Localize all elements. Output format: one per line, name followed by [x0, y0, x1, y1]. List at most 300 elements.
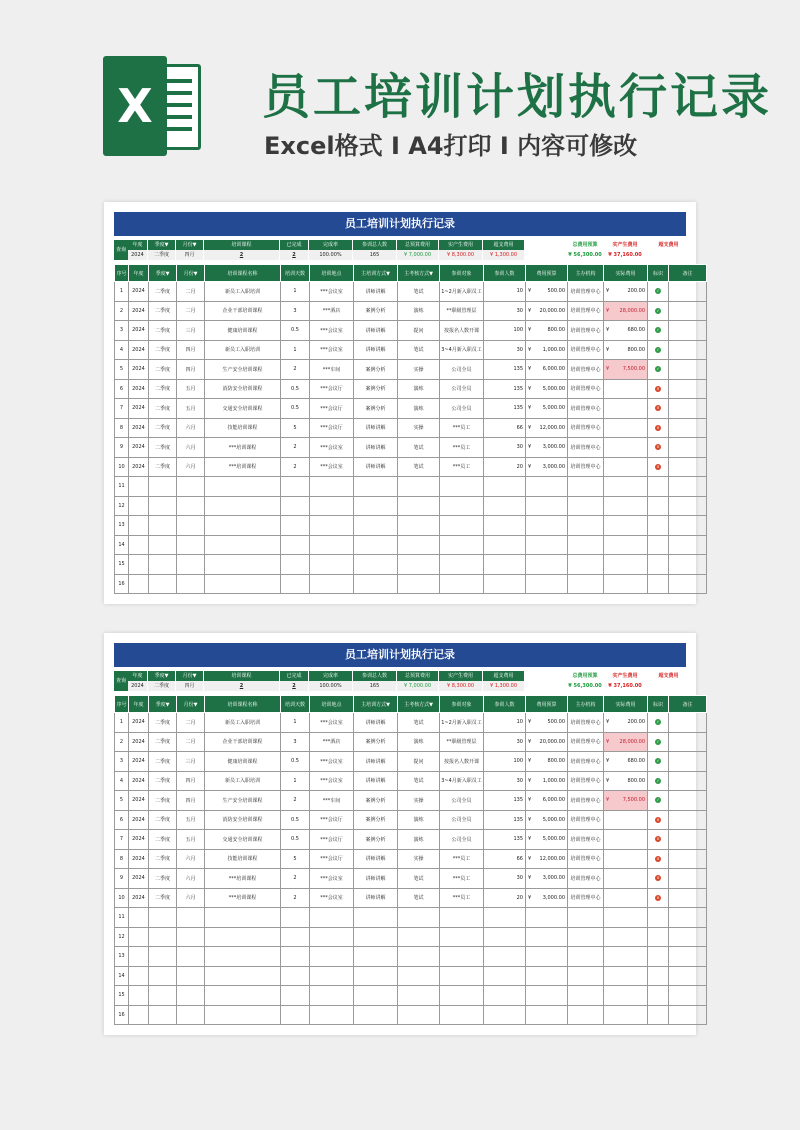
cell-days[interactable]: 2: [281, 791, 310, 811]
cell-note[interactable]: [669, 379, 707, 399]
cell-budget[interactable]: ¥ 800.00: [526, 752, 568, 772]
cell-people[interactable]: 135: [484, 791, 526, 811]
cell-year[interactable]: 2024: [129, 418, 149, 438]
cell-org[interactable]: 培训管理中心: [568, 301, 604, 321]
cell-empty[interactable]: [129, 555, 149, 575]
cell-empty[interactable]: [669, 986, 707, 1006]
cell-empty[interactable]: [281, 908, 310, 928]
cell-exam[interactable]: 笔试: [398, 457, 440, 477]
cell-empty[interactable]: [310, 947, 354, 967]
cell-budget[interactable]: ¥ 12,000.00: [526, 418, 568, 438]
cell-days[interactable]: 3: [281, 301, 310, 321]
cell-no[interactable]: 9: [115, 438, 129, 458]
cell-empty[interactable]: [604, 574, 648, 594]
cell-target[interactable]: **职级管理层: [440, 732, 484, 752]
cell-org[interactable]: 培训管理中心: [568, 282, 604, 302]
cell-org[interactable]: 培训管理中心: [568, 360, 604, 380]
cell-empty[interactable]: [205, 555, 281, 575]
cell-empty[interactable]: [648, 477, 669, 497]
cell-target[interactable]: ***员工: [440, 888, 484, 908]
cell-empty[interactable]: [669, 1005, 707, 1025]
cell-quarter[interactable]: 二季度: [149, 830, 177, 850]
cell-target[interactable]: 公司全员: [440, 399, 484, 419]
cell-course[interactable]: 消防安全培训课程: [205, 810, 281, 830]
column-header[interactable]: 主考核方式▼: [398, 696, 440, 713]
cell-target[interactable]: 3~4月新入职员工: [440, 771, 484, 791]
cell-actual[interactable]: [604, 379, 648, 399]
cell-method[interactable]: 讲师讲解: [354, 713, 398, 733]
cell-exam[interactable]: 笔试: [398, 713, 440, 733]
cell-days[interactable]: 2: [281, 457, 310, 477]
cell-quarter[interactable]: 二季度: [149, 791, 177, 811]
cell-empty[interactable]: [310, 908, 354, 928]
cell-course[interactable]: ***培训课程: [205, 869, 281, 889]
cell-empty[interactable]: [149, 927, 177, 947]
cell-people[interactable]: 30: [484, 869, 526, 889]
cell-empty[interactable]: [648, 574, 669, 594]
cell-org[interactable]: 培训管理中心: [568, 379, 604, 399]
cell-no[interactable]: 2: [115, 301, 129, 321]
cell-year[interactable]: 2024: [129, 849, 149, 869]
cell-no[interactable]: 12: [115, 927, 129, 947]
cell-year[interactable]: 2024: [129, 791, 149, 811]
cell-month[interactable]: 六月: [177, 888, 205, 908]
cell-course[interactable]: 企业干部培训课程: [205, 732, 281, 752]
cell-empty[interactable]: [484, 966, 526, 986]
cell-empty[interactable]: [281, 496, 310, 516]
cell-month[interactable]: 五月: [177, 810, 205, 830]
cell-no[interactable]: 3: [115, 321, 129, 341]
cell-people[interactable]: 135: [484, 399, 526, 419]
cell-empty[interactable]: [648, 908, 669, 928]
cell-no[interactable]: 12: [115, 496, 129, 516]
cell-empty[interactable]: [354, 516, 398, 536]
cell-empty[interactable]: [129, 908, 149, 928]
cell-empty[interactable]: [440, 496, 484, 516]
cell-empty[interactable]: [526, 1005, 568, 1025]
cell-actual[interactable]: ¥ 7,500.00: [604, 791, 648, 811]
cell-method[interactable]: 案例分析: [354, 379, 398, 399]
cell-empty[interactable]: [177, 947, 205, 967]
cell-actual[interactable]: ¥ 800.00: [604, 771, 648, 791]
cell-budget[interactable]: ¥ 3,000.00: [526, 869, 568, 889]
cell-month[interactable]: 二月: [177, 732, 205, 752]
cell-place[interactable]: ***会议厅: [310, 379, 354, 399]
cell-month[interactable]: 四月: [177, 360, 205, 380]
cell-course[interactable]: 生产安全培训课程: [205, 360, 281, 380]
cell-people[interactable]: 100: [484, 752, 526, 772]
cell-target[interactable]: ***员工: [440, 457, 484, 477]
cell-empty[interactable]: [648, 496, 669, 516]
query-header[interactable]: 季度▼: [148, 671, 176, 681]
cell-year[interactable]: 2024: [129, 282, 149, 302]
cell-empty[interactable]: [281, 555, 310, 575]
cell-empty[interactable]: [526, 535, 568, 555]
cell-empty[interactable]: [648, 516, 669, 536]
cell-empty[interactable]: [398, 947, 440, 967]
cell-month[interactable]: 五月: [177, 830, 205, 850]
cell-days[interactable]: 5: [281, 418, 310, 438]
cell-month[interactable]: 三月: [177, 752, 205, 772]
cell-note[interactable]: [669, 830, 707, 850]
cell-exam[interactable]: 演练: [398, 732, 440, 752]
cell-empty[interactable]: [281, 574, 310, 594]
cell-year[interactable]: 2024: [129, 888, 149, 908]
cell-note[interactable]: [669, 360, 707, 380]
cell-empty[interactable]: [440, 966, 484, 986]
cell-quarter[interactable]: 二季度: [149, 282, 177, 302]
cell-month[interactable]: 二月: [177, 282, 205, 302]
cell-empty[interactable]: [648, 535, 669, 555]
cell-people[interactable]: 30: [484, 732, 526, 752]
cell-no[interactable]: 14: [115, 966, 129, 986]
cell-empty[interactable]: [568, 555, 604, 575]
cell-exam[interactable]: 实操: [398, 418, 440, 438]
cell-empty[interactable]: [568, 574, 604, 594]
column-header[interactable]: 季度▼: [149, 696, 177, 713]
cell-target[interactable]: 公司全员: [440, 810, 484, 830]
cell-exam[interactable]: 笔试: [398, 869, 440, 889]
cell-budget[interactable]: ¥ 3,000.00: [526, 438, 568, 458]
cell-empty[interactable]: [354, 947, 398, 967]
cell-empty[interactable]: [354, 927, 398, 947]
cell-empty[interactable]: [177, 477, 205, 497]
cell-year[interactable]: 2024: [129, 340, 149, 360]
query-header[interactable]: 月份▼: [176, 671, 204, 681]
cell-empty[interactable]: [149, 574, 177, 594]
cell-empty[interactable]: [177, 927, 205, 947]
cell-note[interactable]: [669, 399, 707, 419]
cell-target[interactable]: 按报名人数开课: [440, 321, 484, 341]
cell-no[interactable]: 15: [115, 986, 129, 1006]
cell-month[interactable]: 五月: [177, 379, 205, 399]
cell-month[interactable]: 六月: [177, 869, 205, 889]
cell-budget[interactable]: ¥ 6,000.00: [526, 791, 568, 811]
cell-days[interactable]: 1: [281, 771, 310, 791]
cell-empty[interactable]: [604, 516, 648, 536]
cell-days[interactable]: 2: [281, 438, 310, 458]
cell-empty[interactable]: [177, 555, 205, 575]
cell-exam[interactable]: 笔试: [398, 282, 440, 302]
cell-empty[interactable]: [281, 477, 310, 497]
cell-empty[interactable]: [440, 947, 484, 967]
cell-days[interactable]: 2: [281, 360, 310, 380]
cell-month[interactable]: 六月: [177, 849, 205, 869]
cell-org[interactable]: 培训管理中心: [568, 888, 604, 908]
cell-empty[interactable]: [177, 496, 205, 516]
cell-method[interactable]: 讲师讲解: [354, 438, 398, 458]
cell-empty[interactable]: [177, 986, 205, 1006]
cell-days[interactable]: 2: [281, 888, 310, 908]
cell-quarter[interactable]: 二季度: [149, 732, 177, 752]
cell-course[interactable]: 生产安全培训课程: [205, 791, 281, 811]
cell-empty[interactable]: [648, 555, 669, 575]
cell-empty[interactable]: [177, 535, 205, 555]
cell-month[interactable]: 四月: [177, 771, 205, 791]
cell-empty[interactable]: [604, 927, 648, 947]
cell-empty[interactable]: [129, 496, 149, 516]
cell-year[interactable]: 2024: [129, 360, 149, 380]
cell-actual[interactable]: [604, 457, 648, 477]
cell-quarter[interactable]: 二季度: [149, 752, 177, 772]
cell-actual[interactable]: ¥ 680.00: [604, 752, 648, 772]
cell-budget[interactable]: ¥ 12,000.00: [526, 849, 568, 869]
cell-method[interactable]: 讲师讲解: [354, 771, 398, 791]
cell-empty[interactable]: [129, 477, 149, 497]
cell-target[interactable]: 1~2月新入职员工: [440, 713, 484, 733]
cell-empty[interactable]: [604, 535, 648, 555]
cell-org[interactable]: 培训管理中心: [568, 830, 604, 850]
cell-budget[interactable]: ¥ 3,000.00: [526, 457, 568, 477]
cell-org[interactable]: 培训管理中心: [568, 457, 604, 477]
cell-course[interactable]: 消防安全培训课程: [205, 379, 281, 399]
cell-exam[interactable]: 笔试: [398, 438, 440, 458]
cell-empty[interactable]: [604, 947, 648, 967]
cell-empty[interactable]: [568, 986, 604, 1006]
cell-note[interactable]: [669, 321, 707, 341]
cell-note[interactable]: [669, 752, 707, 772]
cell-place[interactable]: ***会议室: [310, 771, 354, 791]
cell-no[interactable]: 6: [115, 379, 129, 399]
cell-no[interactable]: 2: [115, 732, 129, 752]
cell-days[interactable]: 0.5: [281, 321, 310, 341]
cell-empty[interactable]: [310, 574, 354, 594]
cell-empty[interactable]: [398, 927, 440, 947]
cell-method[interactable]: 案例分析: [354, 732, 398, 752]
cell-note[interactable]: [669, 732, 707, 752]
cell-empty[interactable]: [440, 1005, 484, 1025]
cell-exam[interactable]: 演练: [398, 810, 440, 830]
cell-empty[interactable]: [129, 516, 149, 536]
cell-empty[interactable]: [669, 574, 707, 594]
cell-empty[interactable]: [129, 947, 149, 967]
cell-empty[interactable]: [398, 477, 440, 497]
cell-empty[interactable]: [205, 986, 281, 1006]
cell-empty[interactable]: [648, 1005, 669, 1025]
cell-exam[interactable]: 提问: [398, 321, 440, 341]
cell-empty[interactable]: [669, 908, 707, 928]
cell-exam[interactable]: 笔试: [398, 771, 440, 791]
cell-empty[interactable]: [604, 966, 648, 986]
cell-year[interactable]: 2024: [129, 810, 149, 830]
column-header[interactable]: 季度▼: [149, 265, 177, 282]
cell-place[interactable]: ***会议厅: [310, 418, 354, 438]
query-header[interactable]: 季度▼: [148, 240, 176, 250]
cell-empty[interactable]: [129, 966, 149, 986]
cell-days[interactable]: 0.5: [281, 752, 310, 772]
cell-quarter[interactable]: 二季度: [149, 360, 177, 380]
cell-org[interactable]: 培训管理中心: [568, 340, 604, 360]
cell-empty[interactable]: [526, 947, 568, 967]
cell-exam[interactable]: 笔试: [398, 888, 440, 908]
cell-org[interactable]: 培训管理中心: [568, 713, 604, 733]
cell-method[interactable]: 讲师讲解: [354, 282, 398, 302]
cell-quarter[interactable]: 二季度: [149, 457, 177, 477]
cell-empty[interactable]: [281, 516, 310, 536]
cell-place[interactable]: ***会议室: [310, 321, 354, 341]
cell-empty[interactable]: [440, 986, 484, 1006]
cell-empty[interactable]: [568, 477, 604, 497]
cell-empty[interactable]: [149, 477, 177, 497]
column-header[interactable]: 主培训方式▼: [354, 265, 398, 282]
cell-course[interactable]: 技能培训课程: [205, 418, 281, 438]
cell-budget[interactable]: ¥ 1,000.00: [526, 340, 568, 360]
cell-course[interactable]: 企业干部培训课程: [205, 301, 281, 321]
cell-empty[interactable]: [440, 555, 484, 575]
cell-empty[interactable]: [669, 535, 707, 555]
cell-empty[interactable]: [205, 516, 281, 536]
cell-empty[interactable]: [526, 927, 568, 947]
cell-empty[interactable]: [526, 496, 568, 516]
cell-year[interactable]: 2024: [129, 438, 149, 458]
cell-no[interactable]: 7: [115, 830, 129, 850]
cell-empty[interactable]: [484, 535, 526, 555]
cell-actual[interactable]: ¥ 28,000.00: [604, 732, 648, 752]
cell-quarter[interactable]: 二季度: [149, 810, 177, 830]
cell-empty[interactable]: [484, 477, 526, 497]
cell-empty[interactable]: [669, 496, 707, 516]
cell-budget[interactable]: ¥ 6,000.00: [526, 360, 568, 380]
cell-actual[interactable]: ¥ 28,000.00: [604, 301, 648, 321]
cell-method[interactable]: 讲师讲解: [354, 888, 398, 908]
cell-target[interactable]: ***员工: [440, 849, 484, 869]
cell-no[interactable]: 1: [115, 282, 129, 302]
cell-course[interactable]: 新员工入职培训: [205, 282, 281, 302]
cell-no[interactable]: 11: [115, 477, 129, 497]
cell-no[interactable]: 1: [115, 713, 129, 733]
cell-budget[interactable]: ¥ 5,000.00: [526, 830, 568, 850]
cell-org[interactable]: 培训管理中心: [568, 849, 604, 869]
cell-people[interactable]: 66: [484, 849, 526, 869]
cell-people[interactable]: 20: [484, 888, 526, 908]
cell-course[interactable]: 技能培训课程: [205, 849, 281, 869]
cell-place[interactable]: ***会议室: [310, 713, 354, 733]
cell-method[interactable]: 讲师讲解: [354, 849, 398, 869]
cell-empty[interactable]: [568, 496, 604, 516]
cell-actual[interactable]: [604, 869, 648, 889]
cell-empty[interactable]: [669, 555, 707, 575]
cell-empty[interactable]: [149, 1005, 177, 1025]
cell-place[interactable]: ***会议厅: [310, 830, 354, 850]
cell-method[interactable]: 案例分析: [354, 810, 398, 830]
cell-actual[interactable]: [604, 810, 648, 830]
cell-place[interactable]: ***酒店: [310, 301, 354, 321]
cell-empty[interactable]: [205, 477, 281, 497]
query-quarter-select[interactable]: 二季度: [148, 681, 176, 691]
cell-org[interactable]: 培训管理中心: [568, 869, 604, 889]
cell-empty[interactable]: [129, 535, 149, 555]
cell-empty[interactable]: [398, 555, 440, 575]
cell-empty[interactable]: [281, 535, 310, 555]
cell-empty[interactable]: [604, 555, 648, 575]
cell-days[interactable]: 0.5: [281, 810, 310, 830]
cell-month[interactable]: 五月: [177, 399, 205, 419]
cell-course[interactable]: ***培训课程: [205, 438, 281, 458]
cell-month[interactable]: 四月: [177, 791, 205, 811]
cell-method[interactable]: 讲师讲解: [354, 340, 398, 360]
cell-empty[interactable]: [281, 927, 310, 947]
cell-people[interactable]: 10: [484, 282, 526, 302]
cell-empty[interactable]: [440, 516, 484, 536]
cell-note[interactable]: [669, 438, 707, 458]
cell-method[interactable]: 讲师讲解: [354, 869, 398, 889]
cell-target[interactable]: ***员工: [440, 869, 484, 889]
cell-empty[interactable]: [484, 516, 526, 536]
cell-exam[interactable]: 演练: [398, 301, 440, 321]
cell-empty[interactable]: [568, 908, 604, 928]
cell-budget[interactable]: ¥ 800.00: [526, 321, 568, 341]
cell-year[interactable]: 2024: [129, 321, 149, 341]
cell-people[interactable]: 30: [484, 771, 526, 791]
cell-empty[interactable]: [484, 496, 526, 516]
cell-quarter[interactable]: 二季度: [149, 438, 177, 458]
cell-course[interactable]: 健康培训课程: [205, 752, 281, 772]
cell-quarter[interactable]: 二季度: [149, 340, 177, 360]
cell-month[interactable]: 六月: [177, 438, 205, 458]
cell-empty[interactable]: [205, 574, 281, 594]
cell-course[interactable]: 交通安全培训课程: [205, 399, 281, 419]
cell-no[interactable]: 13: [115, 516, 129, 536]
cell-budget[interactable]: ¥ 20,000.00: [526, 301, 568, 321]
cell-quarter[interactable]: 二季度: [149, 418, 177, 438]
cell-note[interactable]: [669, 791, 707, 811]
cell-empty[interactable]: [484, 1005, 526, 1025]
cell-empty[interactable]: [281, 986, 310, 1006]
cell-org[interactable]: 培训管理中心: [568, 732, 604, 752]
cell-empty[interactable]: [177, 966, 205, 986]
cell-note[interactable]: [669, 849, 707, 869]
cell-method[interactable]: 案例分析: [354, 830, 398, 850]
cell-empty[interactable]: [205, 947, 281, 967]
cell-org[interactable]: 培训管理中心: [568, 752, 604, 772]
cell-exam[interactable]: 实操: [398, 849, 440, 869]
cell-empty[interactable]: [310, 516, 354, 536]
cell-month[interactable]: 二月: [177, 713, 205, 733]
cell-empty[interactable]: [398, 516, 440, 536]
cell-empty[interactable]: [526, 986, 568, 1006]
cell-empty[interactable]: [398, 966, 440, 986]
cell-empty[interactable]: [526, 574, 568, 594]
cell-empty[interactable]: [604, 477, 648, 497]
column-header[interactable]: 月份▼: [177, 265, 205, 282]
cell-empty[interactable]: [205, 496, 281, 516]
cell-exam[interactable]: 演练: [398, 399, 440, 419]
cell-year[interactable]: 2024: [129, 457, 149, 477]
cell-place[interactable]: ***会议室: [310, 457, 354, 477]
query-year-value[interactable]: 2024: [128, 681, 148, 691]
cell-empty[interactable]: [310, 986, 354, 1006]
cell-empty[interactable]: [310, 535, 354, 555]
cell-note[interactable]: [669, 340, 707, 360]
cell-target[interactable]: **职级管理层: [440, 301, 484, 321]
cell-no[interactable]: 11: [115, 908, 129, 928]
cell-year[interactable]: 2024: [129, 752, 149, 772]
cell-year[interactable]: 2024: [129, 771, 149, 791]
cell-course[interactable]: 新员工入职培训: [205, 713, 281, 733]
cell-exam[interactable]: 笔试: [398, 340, 440, 360]
cell-empty[interactable]: [398, 535, 440, 555]
cell-month[interactable]: 二月: [177, 301, 205, 321]
cell-no[interactable]: 6: [115, 810, 129, 830]
cell-empty[interactable]: [149, 947, 177, 967]
cell-empty[interactable]: [526, 966, 568, 986]
cell-people[interactable]: 135: [484, 379, 526, 399]
cell-empty[interactable]: [568, 516, 604, 536]
cell-empty[interactable]: [177, 574, 205, 594]
cell-empty[interactable]: [568, 947, 604, 967]
cell-target[interactable]: 3~4月新入职员工: [440, 340, 484, 360]
cell-budget[interactable]: ¥ 3,000.00: [526, 888, 568, 908]
